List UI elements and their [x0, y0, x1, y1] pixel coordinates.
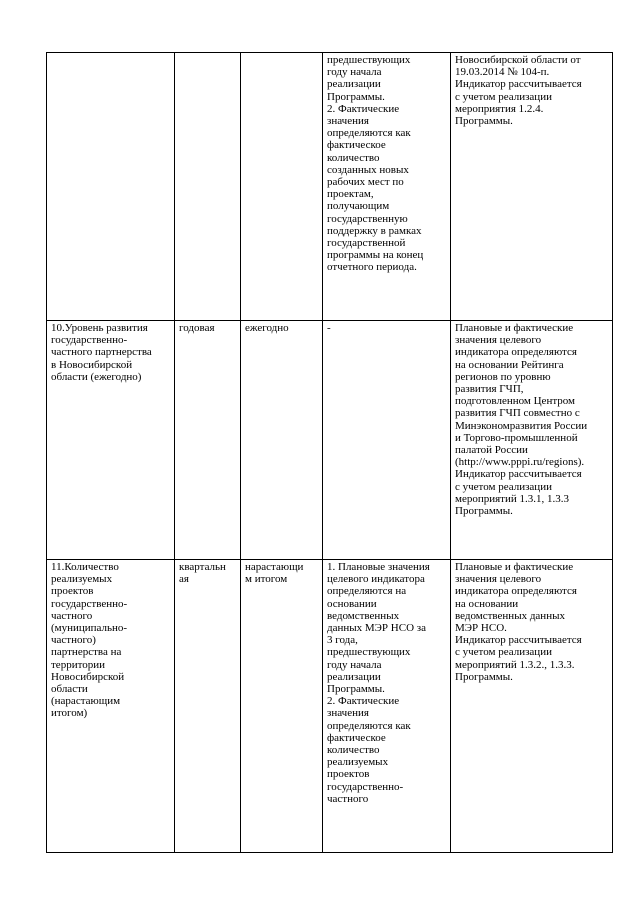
table-row [47, 560, 613, 853]
reporting-cell: ежегодно [241, 321, 323, 560]
periodicity-cell [175, 53, 241, 321]
indicator-name-cell: 11.Количество реализуемых проектов государственно- частного (муниципально- частного) партнерства на территории Новосибирской области (нарастающим итогом) [47, 560, 175, 853]
table-row [47, 53, 613, 321]
periodicity-cell: годовая [175, 321, 241, 560]
indicators-table [46, 52, 613, 853]
indicator-name-cell [47, 53, 175, 321]
table-row [47, 321, 613, 560]
data-source-cell: Плановые и фактические значения целевого индикатора определяются на основании Рейтинга регионов по уровню развития ГЧП, подготовленном Центром развития ГЧП совместно с Минэкономразвития России и Торгово-промышленной палатой России (http://www.pppi.ru/regions). Индикатор рассчитывается с учетом реализации мероприятий 1.3.1, 1.3.3 Программы. [451, 321, 613, 560]
reporting-cell [241, 53, 323, 321]
indicator-name-cell: 10.Уровень развития государственно- частного партнерства в Новосибирской области (ежегодно) [47, 321, 175, 560]
calculation-method-cell: предшествующих году начала реализации Программы. 2. Фактические значения определяются как фактическое количество созданных новых рабочих мест по проектам, получающим государственную поддержку в рамках государственной программы на конец отчетного периода. [323, 53, 451, 321]
reporting-cell: нарастающи м итогом [241, 560, 323, 853]
calculation-method-cell: 1. Плановые значения целевого индикатора определяются на основании ведомственных данных МЭР НСО за 3 года, предшествующих году начала реализации Программы. 2. Фактические значения определяются как фактическое количество реализуемых проектов государственно- частного [323, 560, 451, 853]
data-source-cell: Новосибирской области от 19.03.2014 № 104-п. Индикатор рассчитывается с учетом реализации мероприятия 1.2.4. Программы. [451, 53, 613, 321]
data-source-cell: Плановые и фактические значения целевого индикатора определяются на основании ведомственных данных МЭР НСО. Индикатор рассчитывается с учетом реализации мероприятий 1.3.2., 1.3.3. Программы. [451, 560, 613, 853]
periodicity-cell: квартальн ая [175, 560, 241, 853]
calculation-method-cell: - [323, 321, 451, 560]
